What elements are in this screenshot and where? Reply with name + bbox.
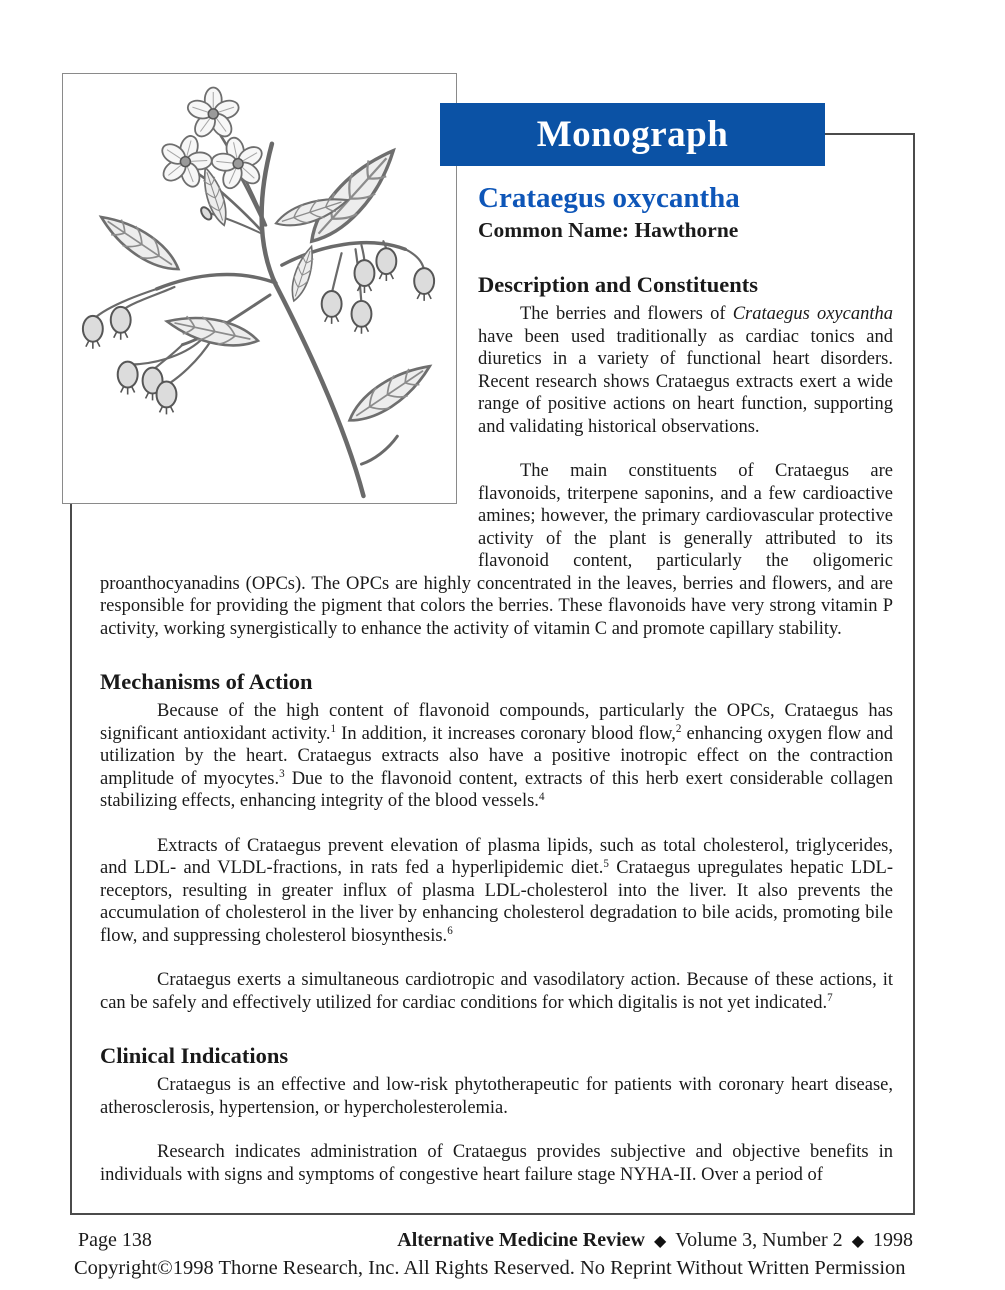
paragraph: The main constituents of Crataegus are flavonoids, triterpene saponins, and a few cardioactive amines; however, the primary cardiovascular protective activity of the plant is generally attributed to its flavonoid content, particularly the oligomeric proanthocyanadins (OPCs). The OPCs are highly concentrated in the leaves, berries and flowers, and are responsible for providing the pigment that colors the berries. These flavonoids have very strong vitamin P activity, working synergistically to enhance the activity of vitamin C and promote capillary stability. [100,461,893,639]
article-body [100,176,893,1186]
footer-journal-line [70,1228,913,1254]
diamond-icon: ◆ [653,1233,667,1250]
article-title: Crataegus oxycantha [478,182,740,214]
footer-journal-info [397,1228,913,1254]
footer-journal-title: Alternative Medicine Review [397,1229,645,1251]
common-name-subtitle: Common Name: Hawthorne [478,218,739,242]
paragraph: The berries and flowers of Crataegus oxycantha have been used traditionally as cardiac tonics and diuretics in a variety of functional heart disorders. Recent research shows Crataegus extracts exert a wide range of positive actions on heart function, supporting and validating historical observations. [478,304,893,437]
footer-issue: Volume 3, Number 2 [675,1229,843,1251]
paragraph: Crataegus exerts a simultaneous cardiotropic and vasodilatory action. Because of these actions, it can be safely and effectively utilized for cardiac conditions for which digitalis is not yet indicated.$^7$ [100,970,893,1013]
paragraph: Crataegus is an effective and low-risk phytotherapeutic for patients with coronary heart disease, atherosclerosis, hypertension, or hypercholesterolemia. [100,1075,893,1118]
section-heading-mechanisms-of-action: Mechanisms of Action [100,669,313,694]
section-heading-description-constituents: Description and Constituents [478,272,759,297]
footer-copyright: Copyright©1998 Thorne Research, Inc. All Rights Reserved. No Reprint Without Written Permission [74,1257,906,1279]
illustration-text-wrap-spacer [100,176,478,551]
paragraph: Because of the high content of flavonoid compounds, particularly the OPCs, Crataegus has significant antioxidant activity.$^1$ In addition, it increases coronary blood flow,$^2$ enhancing oxygen flow and utilization by the heart. Crataegus extracts also have a positive inotropic effect on the contraction amplitude of myocytes.$^3$ Due to the flavonoid content, extracts of this herb exert considerable collagen stabilizing effects, enhancing integrity of the blood vessels.$^4$ [100,701,894,811]
monograph-banner-label: Monograph [536,114,729,155]
paragraph: Extracts of Crataegus prevent elevation of plasma lipids, such as total cholesterol, triglycerides, and LDL- and VLDL-fractions, in rats fed a hyperlipidemic diet.$^5$ Crataegus upregulates hepatic LDL-receptors, resulting in greater influx of plasma LDL-cholesterol into the liver. It also prevents the accumulation of cholesterol in the liver by enhancing cholesterol degradation to bile acids, promoting bile flow, and suppressing cholesterol biosynthesis.$^6$ [100,835,893,946]
monograph-banner [440,103,825,166]
section-heading-clinical-indications: Clinical Indications [100,1043,289,1068]
footer-year: 1998 [873,1229,913,1251]
paragraph: Research indicates administration of Crataegus provides subjective and objective benefits in individuals with signs and symptoms of congestive heart failure stage NYHA-II. Over a period of [100,1142,893,1185]
footer-page-number: Page 138 [78,1229,152,1251]
diamond-icon: ◆ [851,1233,864,1250]
